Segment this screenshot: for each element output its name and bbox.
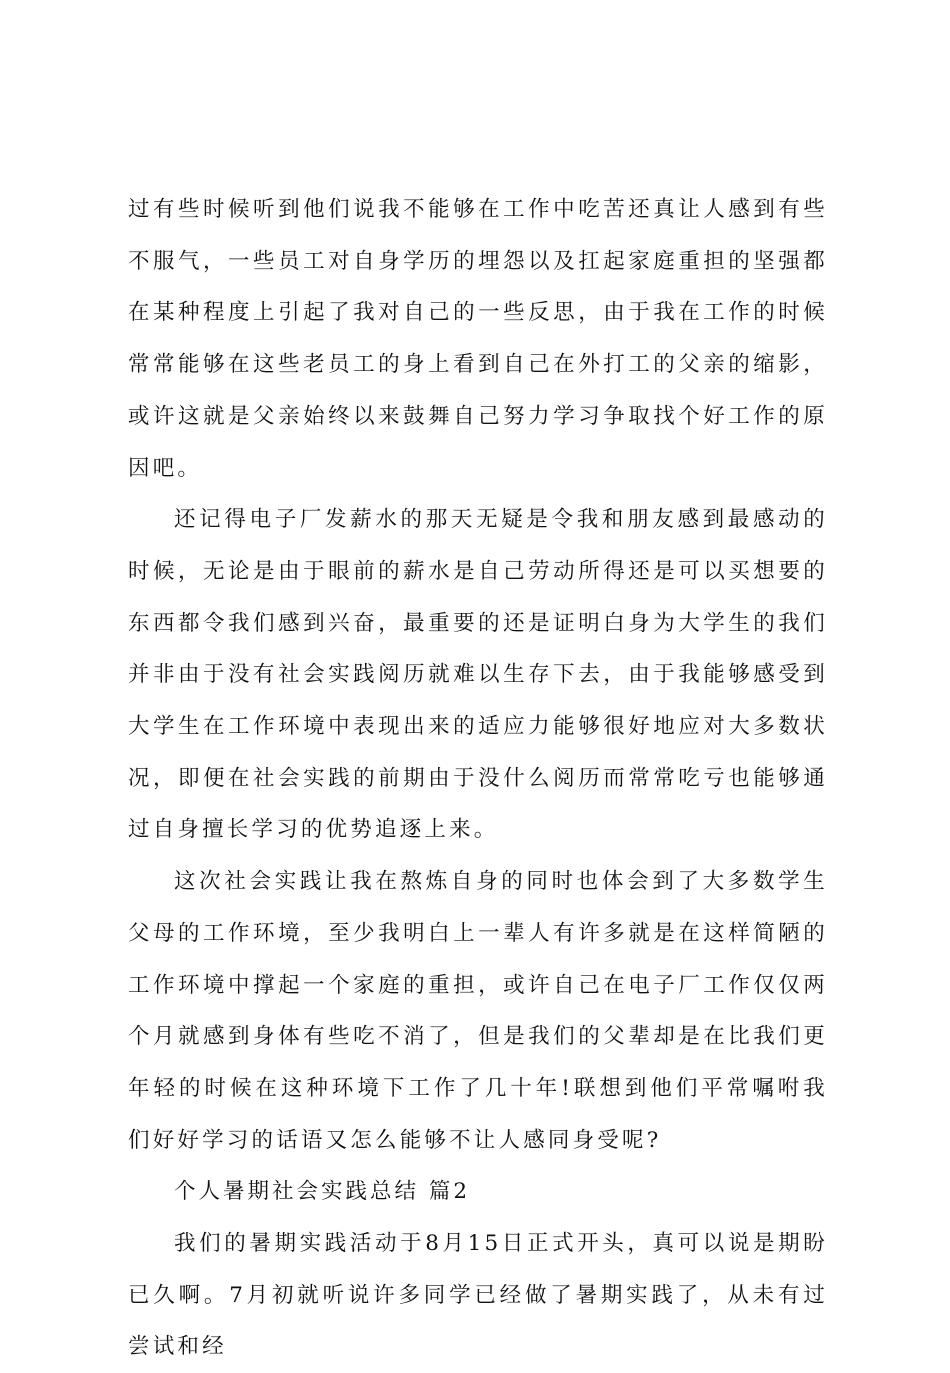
document-body [128,184,828,1373]
paragraph-2: 还记得电子厂发薪水的那天无疑是令我和朋友感到最感动的时候，无论是由于眼前的薪水是自己劳动所得还是可以买想要的东西都令我们感到兴奋，最重要的还是证明白身为大学生的我们并非由于没有社会实践阅历就难以生存下去，由于我能够感受到大学生在工作环境中表现出来的适应力能够很好地应对大多数状况，即便在社会实践的前期由于没什么阅历而常常吃亏也能够通过自身擅长学习的优势追逐上来。 [128,507,828,843]
paragraph-3: 这次社会实践让我在熬炼自身的同时也体会到了大多数学生父母的工作环境，至少我明白上一辈人有许多就是在这样简陋的工作环境中撑起一个家庭的重担，或许自己在电子厂工作仅仅两个月就感到身体有些吃不消了，但是我们的父辈却是在比我们更年轻的时候在这种环境下工作了几十年!联想到他们平常嘱咐我们好好学习的话语又怎么能够不让人感同身受呢? [128,869,828,1153]
section-heading: 个人暑期社会实践总结 篇2 [174,1179,471,1205]
paragraph-1: 过有些时候听到他们说我不能够在工作中吃苦还真让人感到有些不服气，一些员工对自身学历的埋怨以及扛起家庭重担的坚强都在某种程度上引起了我对自己的一些反思，由于我在工作的时候常常能够在这些老员工的身上看到自己在外打工的父亲的缩影，或许这就是父亲始终以来鼓舞自己努力学习争取找个好工作的原因吧。 [128,197,828,481]
paragraph-4: 我们的暑期实践活动于8月15日正式开头，真可以说是期盼已久啊。7月初就听说许多同学已经做了暑期实践了，从未有过尝试和经 [128,1231,828,1360]
